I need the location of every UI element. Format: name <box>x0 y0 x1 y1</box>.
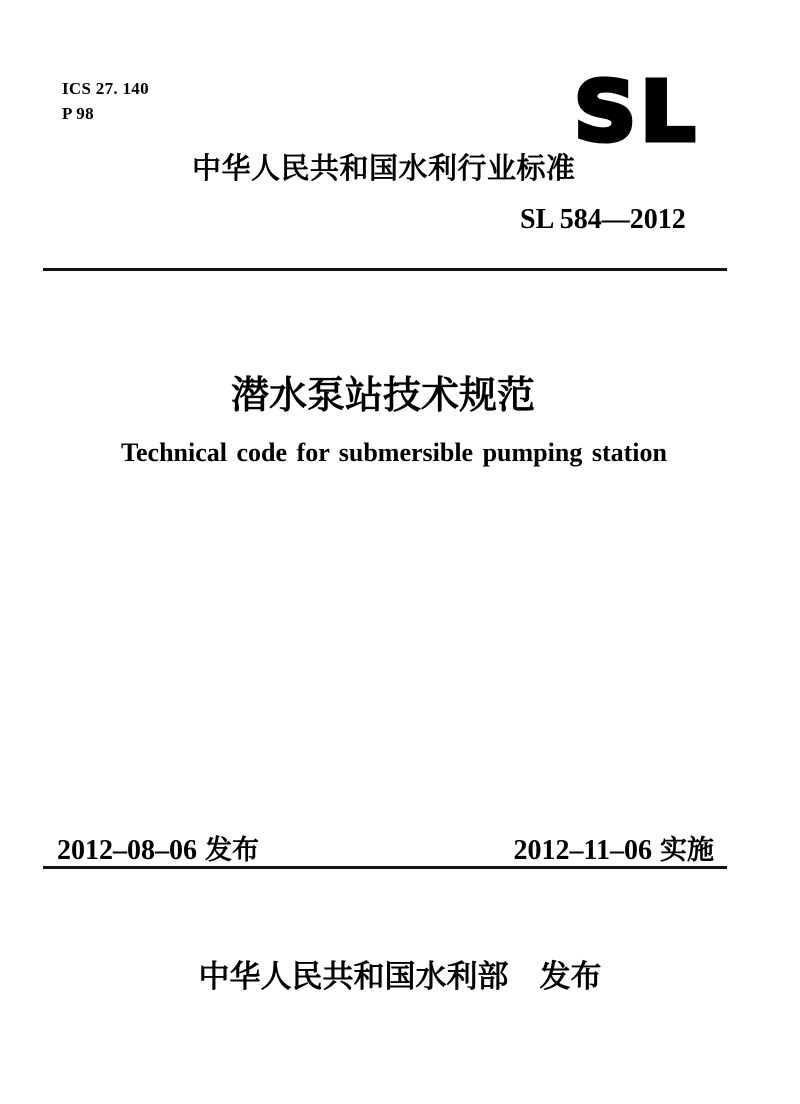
sl-logo: SL <box>574 65 700 160</box>
issue-label: 发布 <box>205 835 259 865</box>
title-chinese: 潜水泵站技术规范 <box>231 375 536 417</box>
top-divider <box>43 268 727 271</box>
implement-date-block <box>514 828 714 867</box>
publisher-line <box>0 951 800 996</box>
issue-date: 2012–08–06 <box>57 835 197 866</box>
standard-number: SL 584—2012 <box>520 204 686 235</box>
implement-label: 实施 <box>660 835 714 865</box>
bottom-divider <box>43 866 727 869</box>
classification-codes <box>62 76 149 126</box>
publisher-action: 发布 <box>539 959 602 994</box>
ics-code: ICS 27. 140 <box>62 79 149 98</box>
implement-date: 2012–11–06 <box>513 835 652 866</box>
issue-date-block <box>57 828 259 867</box>
standard-type-heading: 中华人民共和国水利行业标准 <box>192 153 576 185</box>
publisher-name: 中华人民共和国水利部 <box>198 959 509 994</box>
title-english: Technical code for submersible pumping station <box>121 438 667 467</box>
p-code: P 98 <box>62 104 94 123</box>
